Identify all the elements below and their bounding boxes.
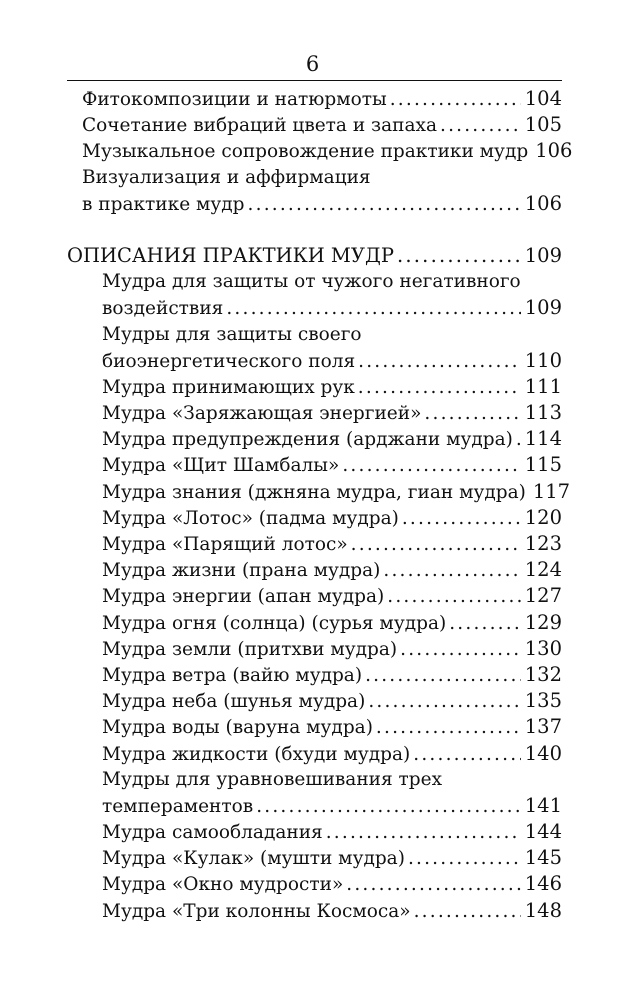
toc-entry-title: ОПИСАНИЯ ПРАКТИКИ МУДР (67, 243, 394, 267)
toc-entry-title: темпераментов (102, 795, 254, 817)
toc-page-number: 109 (524, 243, 562, 267)
toc-entry[interactable] (0, 452, 625, 478)
toc-entry-line (0, 583, 562, 609)
dot-leader (351, 532, 521, 558)
toc-entry-title: воздействия (102, 298, 224, 320)
toc-entry-line (0, 662, 562, 688)
toc-entry-line (0, 557, 562, 583)
toc-entry-line (0, 898, 562, 924)
toc-entry[interactable] (0, 426, 625, 452)
toc-page-number: 111 (524, 374, 562, 398)
toc-page-number: 110 (524, 348, 562, 372)
toc-entry-title: Мудра «Три колонны Космоса» (102, 900, 411, 922)
header-rule (67, 80, 562, 81)
toc-entry-line (0, 348, 562, 374)
toc-entry-line (0, 452, 562, 478)
toc-page-number: 120 (524, 505, 562, 529)
toc-page-number: 117 (532, 479, 571, 503)
dot-leader (376, 715, 521, 741)
toc-page-number: 132 (524, 662, 562, 686)
toc-page-number: 109 (524, 296, 562, 320)
toc-entry-title: Фитокомпозиции и натюрмоты (82, 89, 387, 110)
toc-entry-line (0, 400, 562, 426)
toc-entry-line (0, 714, 562, 740)
toc-entry-title: Мудра «Заряжающая энергией» (102, 403, 422, 425)
toc-entry-title: Мудра ветра (вайю мудра) (102, 664, 363, 686)
dot-leader (342, 453, 520, 479)
toc-entry[interactable] (0, 819, 625, 845)
toc-entry[interactable] (0, 767, 625, 819)
toc-entry-line (0, 531, 562, 557)
toc-page-number: 106 (535, 139, 573, 163)
toc-entry-line (0, 86, 562, 112)
toc-entry-title: Мудра неба (шунья мудра) (102, 691, 366, 713)
toc-entry-title: Мудра огня (солнца) (сурья мудра) (102, 612, 447, 634)
toc-entry[interactable] (0, 845, 625, 871)
toc-entry-line (0, 479, 571, 505)
toc-entry[interactable] (0, 714, 625, 740)
toc-entry[interactable] (0, 688, 625, 714)
toc-entry-line (0, 793, 562, 819)
dot-leader (397, 243, 521, 269)
dot-leader (365, 663, 521, 689)
toc-entry[interactable] (0, 479, 625, 505)
toc-entry[interactable] (0, 741, 625, 767)
toc-entry[interactable] (0, 86, 625, 112)
toc-page-number: 115 (524, 453, 562, 477)
toc-entry-title: Мудра для защиты от чужого негативного (102, 271, 521, 293)
toc-entry-line (0, 819, 562, 845)
toc-entry-line (0, 426, 562, 452)
toc-entry-line (0, 636, 562, 662)
toc-entry[interactable] (0, 636, 625, 662)
page-number: 6 (305, 52, 320, 76)
dot-leader (400, 637, 521, 663)
toc-page-number: 145 (524, 846, 562, 870)
toc-entry-title: Мудры для уравновешивания трех (102, 768, 443, 790)
dot-leader (358, 349, 521, 375)
toc-page-number: 137 (524, 715, 562, 739)
dot-leader (326, 820, 521, 846)
toc-entry-title: Мудра «Кулак» (мушти мудра) (102, 848, 405, 870)
toc-entry-line (0, 322, 562, 348)
toc-entry[interactable] (0, 138, 625, 164)
toc-entry-title: Мудра жидкости (бхуди мудра) (102, 743, 411, 765)
dot-leader (449, 611, 521, 637)
toc-page-number: 105 (524, 113, 562, 137)
toc-page-number: 124 (524, 558, 562, 582)
dot-leader (368, 689, 520, 715)
dot-leader (516, 427, 521, 453)
toc-entry-title: Мудра «Окно мудрости» (102, 874, 344, 896)
toc-entry-line (0, 269, 562, 295)
toc-entry-title: Музыкальное сопровождение практики мудр (82, 141, 529, 163)
toc-entry-title: в практике мудр (82, 193, 245, 215)
toc-entry-line (0, 871, 562, 897)
toc-entry[interactable] (0, 583, 625, 609)
dot-leader (387, 584, 521, 610)
toc-entry-line (0, 688, 562, 714)
toc-entry-title: Мудры для защиты своего (102, 323, 362, 345)
toc-page-number: 106 (524, 191, 562, 215)
toc-entry[interactable] (0, 557, 625, 583)
toc-entry-title: Мудра «Парящий лотос» (102, 534, 348, 555)
table-of-contents (0, 86, 625, 924)
toc-entry-line (0, 845, 562, 871)
dot-leader (408, 846, 521, 872)
toc-entry-line (0, 165, 562, 191)
toc-page-number: 127 (524, 584, 562, 608)
dot-leader (440, 113, 521, 139)
toc-entry-title: Мудра знания (джняна мудра, гиан мудра) (102, 481, 526, 503)
dot-leader (256, 794, 521, 820)
toc-entry-title: Мудра жизни (прана мудра) (102, 560, 381, 582)
toc-entry[interactable] (0, 400, 625, 426)
dot-leader (358, 375, 521, 401)
toc-entry[interactable] (0, 322, 625, 374)
dot-leader (346, 872, 521, 898)
toc-page-number: 141 (524, 793, 562, 817)
toc-entry-line (0, 191, 562, 217)
toc-entry[interactable] (0, 662, 625, 688)
toc-entry[interactable] (0, 610, 625, 636)
section-spacer (0, 217, 625, 243)
toc-entry-title: Мудра воды (варуна мудра) (102, 717, 373, 739)
toc-entry-title: Мудра энергии (апан мудра) (102, 586, 385, 608)
toc-entry[interactable] (0, 898, 625, 924)
toc-page-number: 104 (524, 87, 562, 110)
dot-leader (424, 401, 520, 427)
toc-page-number: 113 (524, 401, 562, 425)
toc-entry-line (0, 243, 562, 269)
toc-entry[interactable] (0, 165, 625, 217)
dot-leader (390, 87, 521, 113)
toc-entry-title: Мудра принимающих рук (102, 376, 355, 398)
toc-entry-title: Мудра самообладания (102, 822, 323, 844)
toc-entry[interactable] (0, 505, 625, 531)
dot-leader (414, 899, 521, 925)
toc-page-number: 144 (524, 820, 562, 844)
toc-page-number: 123 (524, 532, 562, 555)
toc-entry-title: Мудра «Щит Шамбалы» (102, 455, 340, 477)
toc-entry-line (0, 741, 562, 767)
toc-entry-title: Мудра земли (притхви мудра) (102, 638, 398, 660)
toc-entry-title: биоэнергетического поля (102, 350, 356, 372)
toc-entry[interactable] (0, 269, 625, 321)
toc-entry-title: Сочетание вибраций цвета и запаха (82, 115, 437, 137)
toc-entry[interactable] (0, 112, 625, 138)
dot-leader (413, 742, 521, 768)
toc-page-number: 140 (524, 741, 562, 765)
toc-page-number: 130 (524, 636, 562, 660)
dot-leader (248, 192, 521, 218)
toc-entry-line (0, 374, 562, 400)
toc-entry-line (0, 610, 562, 636)
dot-leader (226, 296, 520, 322)
toc-page-number: 135 (524, 689, 562, 713)
toc-entry[interactable] (0, 871, 625, 897)
toc-entry-line (0, 295, 562, 321)
toc-page-number: 114 (524, 427, 562, 451)
toc-page-number: 146 (524, 872, 562, 896)
toc-page-number: 148 (524, 898, 562, 922)
toc-section-heading[interactable] (0, 243, 625, 269)
toc-entry[interactable] (0, 531, 625, 557)
toc-entry-title: Мудра «Лотос» (падма мудра) (102, 507, 399, 529)
toc-entry-title: Мудра предупреждения (арджани мудра) (102, 429, 513, 451)
toc-entry-title: Визуализация и аффирмация (82, 166, 371, 188)
toc-entry-line (0, 112, 562, 138)
toc-entry[interactable] (0, 374, 625, 400)
toc-page-number: 129 (524, 610, 562, 634)
dot-leader (402, 506, 521, 532)
toc-entry-line (0, 505, 562, 531)
toc-entry-line (0, 767, 562, 793)
dot-leader (383, 558, 520, 584)
toc-entry-line (0, 138, 573, 164)
